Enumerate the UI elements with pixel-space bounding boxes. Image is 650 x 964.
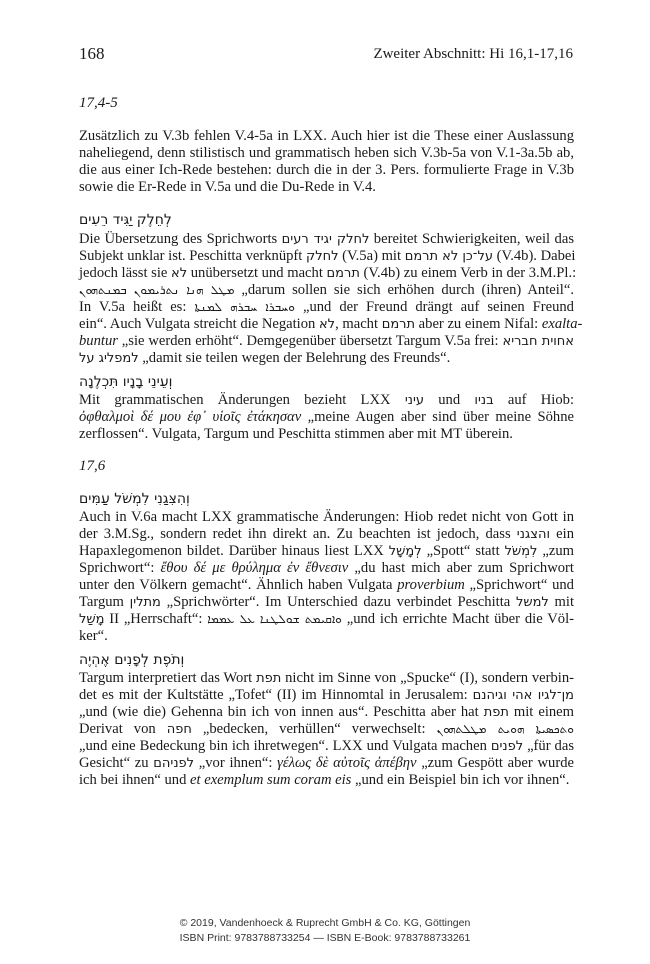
text-line: ich bei ihnen“ und et exemplum sum coram eis „und ein Beispiel bin ich vor ihnen“. [79,772,570,788]
lemma-hebrew-4: וְתֹפֶת לְפָנִים אֶהְיֶה [79,652,185,668]
text-line: מָשַׁל II „Herrschaft“: ܘܐܩܝܡܬ ܫܘܠܛܢܐ ܥܠ ܥܡܡܐ „und ich errichte Macht über die Völ- [79,611,574,627]
text-line: buntur „sie werden erhöht“. Demgegenüber übersetzt Targum V.5a frei: אחוית חבריא [79,333,574,349]
section-heading-17-4-5: 17,4-5 [79,95,118,111]
text-line: Sprichwort“: ἔθου δέ με θρύλημα ἐν ἔθνεσιν „du hast mich aber zum Sprichwort [79,560,574,576]
text-line: ὀφθαλμοὶ δέ μου ἐφ᾽ υἱοῖς ἐτάκησαν „meine Augen aber sind über meine Söhne [79,409,574,425]
lemma-hebrew-1: לְחֵלֶק יַגִּיד רֵעִים [79,212,172,228]
text-line: Subjekt unklar ist. Peschitta verknüpft לחלק (V.5a) mit על־כן לא תרמם (V.4b). Dabei [79,248,576,264]
text-line: Gesicht“ zu לפניהם „vor ihnen“: γέλως δὲ αὐτοῖς ἀπέβην „zum Gespött aber wurde [79,755,574,771]
paragraph-lemma-1 [79,231,583,367]
paragraph-lemma-2 [79,392,574,443]
text-line: In V.5a heißt es: ܘܚܒܪܐ ܚܒܪܗ ܠܡܢܬܐ „und der Freund drängt auf seinen Freund [79,299,574,315]
copyright-line: © 2019, Vandenhoeck & Ruprecht GmbH & Co. KG, Göttingen [179,917,471,929]
text-line: Targum מתלין „Sprichwörter“. Im Unterschied dazu verbindet Peschitta למשל mit [79,594,575,610]
paragraph-omission [79,128,574,196]
text-line: naheliegend, denn stilistisch und grammatisch heben sich V.3b-5a von V.1-3a.5b ab, [79,145,574,161]
text-line: Hapaxlegomenon bildet. Darüber hinaus liest LXX לְמָשָׁל „Spott“ statt לִמְשֹׁל „zum [79,543,574,559]
paragraph-lemma-4 [79,670,574,789]
text-line: jedoch lässt sie לא unübersetzt und macht תרמם (V.4b) zu einem Verb in der 3.M.Pl.: [79,265,577,281]
paragraph-lemma-3 [79,509,574,645]
text-line: ker“. [79,628,108,644]
isbn-line: ISBN Print: 9783788733254 — ISBN E-Book: 9783788733261 [179,932,471,944]
text-line: Die Übersetzung des Sprichworts לחלק יגיד רעים bereitet Schwierigkeiten, weil das [79,231,575,247]
text-line: unter den Völkern gemacht“. Ähnlich haben Vulgata proverbium „Sprichwort“ und [79,577,574,593]
text-line: die aus einer Ich-Rede bestehen: durch die in der 3. Pers. formulierte Frage in V.3b [79,162,574,178]
lemma-hebrew-2: וְעֵינֵי בָנָיו תִּכְלֶנָה [79,374,173,390]
text-line: sowie die Er-Rede in V.5a und die Du-Rede in V.4. [79,179,376,195]
text-line: Derivat von חפה „bedecken, verhüllen“ verwechselt: ܘܬܟܣܝܬܐ ܗܘܝܬ ܡܛܠܬܗܘܢ [79,721,575,737]
text-line: ܡܛܠ ܗܢܐ ܢܬܪܝܡܘܢ ܒܡܢܬܗܘܢ „darum sollen sie sich erhöhen durch (ihren) Anteil“. [79,282,574,298]
text-line: der 3.M.Sg., sondern redet ihn direkt an. Zu beachten ist jedoch, dass והצגני ein [79,526,574,542]
text-line: Auch in V.6a macht LXX grammatische Änderungen: Hiob redet nicht von Gott in [79,509,574,525]
text-line: det es mit der Kultstätte „Tofet“ (II) im Hinnomtal in Jerusalem: מן־לגיו אהי וגיהנם [79,687,574,703]
running-header [79,44,573,66]
text-line: Zusätzlich zu V.3b fehlen V.4-5a in LXX. Auch hier ist die These einer Auslassung [79,128,574,144]
page-number: 168 [79,44,105,63]
text-line: „und (wie die) Gehenna bin ich von innen aus“. Peschitta aber hat תפת mit einem [79,704,574,720]
text-line: למפליג על „damit sie teilen wegen der Belehrung des Freunds“. [79,350,451,366]
section-heading-17-6: 17,6 [79,458,106,474]
lemma-hebrew-3: וְהִצִּגַנִי לִמְשֹׁל עַמִּים [79,491,190,507]
text-line: zerflossen“. Vulgata, Targum und Peschitta stimmen aber mit MT überein. [79,426,513,442]
text-line: „und eine Bedeckung bin ich ihretwegen“. LXX und Vulgata machen לפנים „für das [79,738,574,754]
text-line: ein“. Auch Vulgata streicht die Negation לא, macht תרמם aber zu einem Nifal: exalta- [79,316,583,332]
text-line: Targum interpretiert das Wort תפת nicht im Sinne von „Spucke“ (I), sondern verbin- [79,670,574,686]
text-line: Mit grammatischen Änderungen bezieht LXX עיני und בניו auf Hiob: [79,392,574,408]
running-title: Zweiter Abschnitt: Hi 16,1-17,16 [373,46,573,62]
